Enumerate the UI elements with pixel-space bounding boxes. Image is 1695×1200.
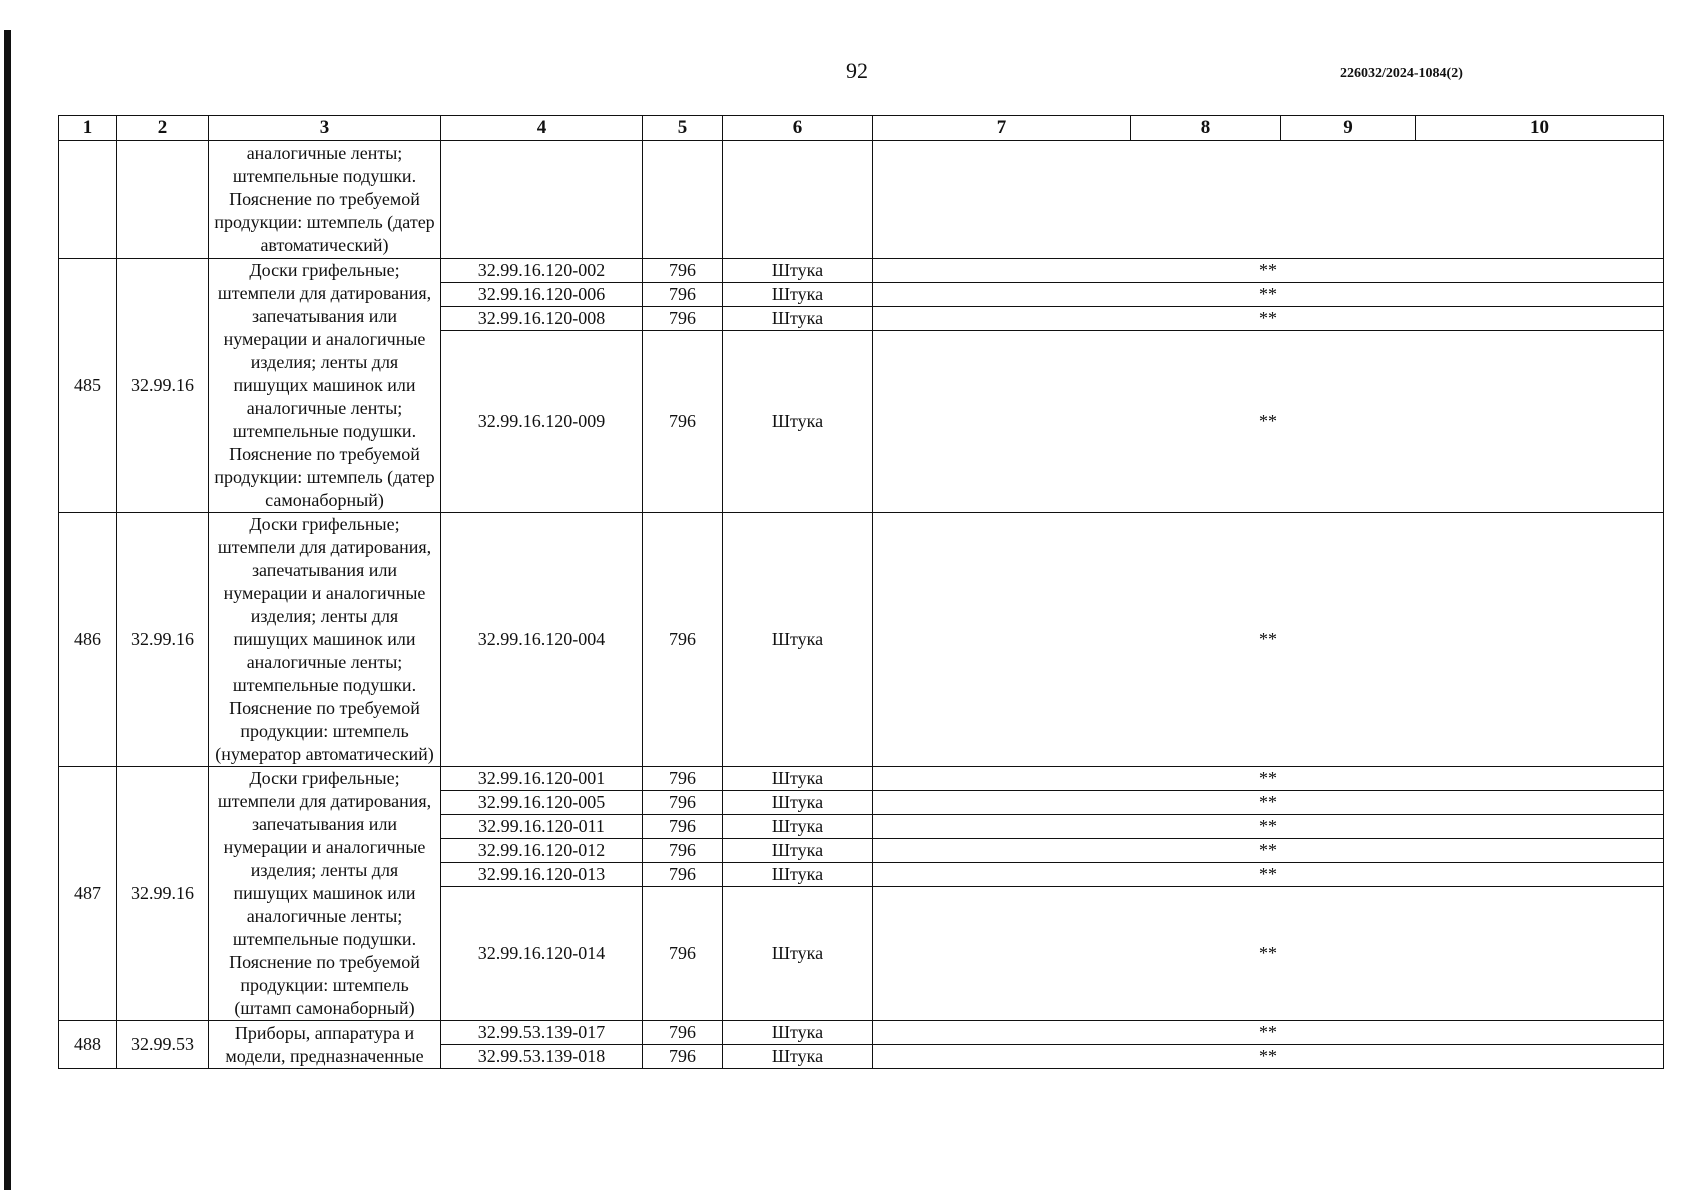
okei-cell: 796 — [643, 331, 723, 513]
unit-cell: Штука — [723, 887, 873, 1021]
okei-cell — [643, 141, 723, 259]
column-header: 2 — [117, 116, 209, 141]
mark-cell: ** — [873, 1045, 1664, 1069]
okei-cell: 796 — [643, 259, 723, 283]
unit-cell: Штука — [723, 513, 873, 767]
code-cell: 32.99.16.120-001 — [441, 767, 643, 791]
document-id: 226032/2024-1084(2) — [1340, 66, 1463, 81]
okei-cell: 796 — [643, 887, 723, 1021]
mark-cell: ** — [873, 283, 1664, 307]
okei-cell: 796 — [643, 863, 723, 887]
items-table — [58, 115, 1664, 1069]
page-number: 92 — [846, 58, 868, 83]
column-header: 5 — [643, 116, 723, 141]
unit-cell: Штука — [723, 1045, 873, 1069]
mark-cell: ** — [873, 791, 1664, 815]
column-number-row — [59, 116, 1664, 141]
table-row — [59, 259, 1664, 283]
unit-cell: Штука — [723, 767, 873, 791]
unit-cell: Штука — [723, 791, 873, 815]
table-row — [59, 767, 1664, 791]
code-cell: 32.99.16.120-002 — [441, 259, 643, 283]
unit-cell: Штука — [723, 283, 873, 307]
unit-cell — [723, 141, 873, 259]
okei-cell: 796 — [643, 815, 723, 839]
mark-cell: ** — [873, 815, 1664, 839]
okpd-cell — [117, 141, 209, 259]
okei-cell: 796 — [643, 791, 723, 815]
mark-cell: ** — [873, 767, 1664, 791]
code-cell: 32.99.53.139-018 — [441, 1045, 643, 1069]
column-header: 10 — [1416, 116, 1664, 141]
continuation-row — [59, 141, 1664, 259]
mark-cell — [873, 141, 1664, 259]
column-header: 3 — [209, 116, 441, 141]
description-cell: Доски грифельные; штемпели для датирования, запечатывания или нумерации и аналогичные изделия; ленты для пишущих машинок или аналогичные ленты; штемпельные подушки. Пояснение по требуемой продукции: штемпель (штамп самонаборный) — [209, 767, 441, 1021]
row-number-cell: 486 — [59, 513, 117, 767]
okei-cell: 796 — [643, 767, 723, 791]
code-cell — [441, 141, 643, 259]
column-header: 1 — [59, 116, 117, 141]
column-header: 6 — [723, 116, 873, 141]
mark-cell: ** — [873, 863, 1664, 887]
unit-cell: Штука — [723, 259, 873, 283]
okei-cell: 796 — [643, 1021, 723, 1045]
code-cell: 32.99.53.139-017 — [441, 1021, 643, 1045]
unit-cell: Штука — [723, 1021, 873, 1045]
unit-cell: Штука — [723, 815, 873, 839]
okei-cell: 796 — [643, 307, 723, 331]
row-number-cell: 487 — [59, 767, 117, 1021]
unit-cell: Штука — [723, 863, 873, 887]
okpd-cell: 32.99.16 — [117, 513, 209, 767]
description-cell: аналогичные ленты; штемпельные подушки. Пояснение по требуемой продукции: штемпель (датер автоматический) — [209, 141, 441, 259]
okpd-cell: 32.99.53 — [117, 1021, 209, 1069]
column-header: 7 — [873, 116, 1131, 141]
column-header: 8 — [1131, 116, 1281, 141]
okei-cell: 796 — [643, 839, 723, 863]
description-cell: Доски грифельные; штемпели для датирования, запечатывания или нумерации и аналогичные изделия; ленты для пишущих машинок или аналогичные ленты; штемпельные подушки. Пояснение по требуемой продукции: штемпель (нумератор автоматический) — [209, 513, 441, 767]
table-row — [59, 513, 1664, 767]
description-cell: Доски грифельные; штемпели для датирования, запечатывания или нумерации и аналогичные изделия; ленты для пишущих машинок или аналогичные ленты; штемпельные подушки. Пояснение по требуемой продукции: штемпель (датер самонаборный) — [209, 259, 441, 513]
scan-edge-mark — [4, 30, 11, 1190]
code-cell: 32.99.16.120-008 — [441, 307, 643, 331]
mark-cell: ** — [873, 259, 1664, 283]
okei-cell: 796 — [643, 513, 723, 767]
description-cell: Приборы, аппаратура и модели, предназначенные — [209, 1021, 441, 1069]
code-cell: 32.99.16.120-005 — [441, 791, 643, 815]
mark-cell: ** — [873, 513, 1664, 767]
code-cell: 32.99.16.120-011 — [441, 815, 643, 839]
okpd-cell: 32.99.16 — [117, 259, 209, 513]
column-header: 9 — [1281, 116, 1416, 141]
code-cell: 32.99.16.120-006 — [441, 283, 643, 307]
row-number-cell: 488 — [59, 1021, 117, 1069]
mark-cell: ** — [873, 1021, 1664, 1045]
okpd-cell: 32.99.16 — [117, 767, 209, 1021]
mark-cell: ** — [873, 307, 1664, 331]
mark-cell: ** — [873, 839, 1664, 863]
unit-cell: Штука — [723, 839, 873, 863]
code-cell: 32.99.16.120-014 — [441, 887, 643, 1021]
code-cell: 32.99.16.120-009 — [441, 331, 643, 513]
okei-cell: 796 — [643, 1045, 723, 1069]
row-number-cell — [59, 141, 117, 259]
column-header: 4 — [441, 116, 643, 141]
unit-cell: Штука — [723, 331, 873, 513]
mark-cell: ** — [873, 331, 1664, 513]
code-cell: 32.99.16.120-013 — [441, 863, 643, 887]
code-cell: 32.99.16.120-012 — [441, 839, 643, 863]
code-cell: 32.99.16.120-004 — [441, 513, 643, 767]
mark-cell: ** — [873, 887, 1664, 1021]
table-row — [59, 1021, 1664, 1045]
unit-cell: Штука — [723, 307, 873, 331]
row-number-cell: 485 — [59, 259, 117, 513]
okei-cell: 796 — [643, 283, 723, 307]
